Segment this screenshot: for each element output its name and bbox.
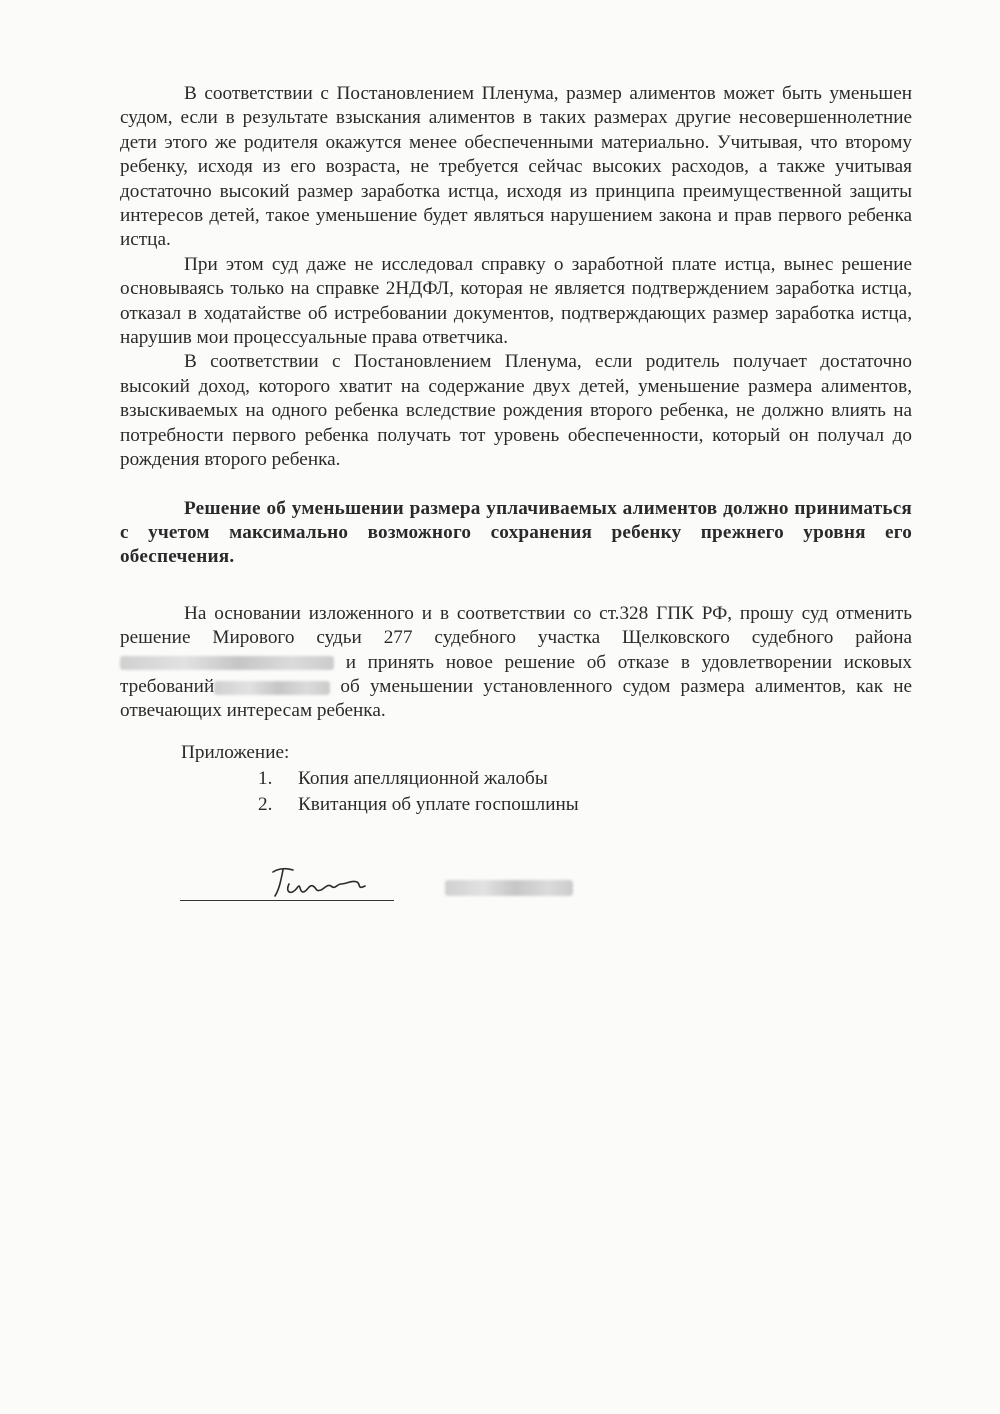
request-text-part-3: об уменьшении установленного судом размера алиментов, как не отвечающих интересам ребенка.	[120, 675, 912, 722]
appendix-item	[181, 792, 579, 818]
appendix	[181, 740, 579, 818]
appendix-item	[181, 766, 579, 792]
appendix-item-number: 2.	[258, 794, 273, 815]
paragraph-1: В соответствии с Постановлением Пленума, размер алиментов может быть уменьшен судом, если в результате взыскания алиментов в таких размерах другие несовершеннолетние дети этого же родителя окажутся менее обеспеченными материально. Учитывая, что второму ребенку, исходя из его возраста, не требуется сейчас высоких расходов, а также учитывая достаточно высокий размер заработка истца, исходя из принципа преимущественной защиты интересов детей, такое уменьшение будет являться нарушением закона и прав первого ребенка истца.	[120, 83, 912, 251]
appendix-title: Приложение:	[181, 742, 290, 763]
paragraph-2: При этом суд даже не исследовал справку о заработной плате истца, вынес решение основываясь только на справке 2НДФЛ, которая не является подтверждением заработка истца, отказал в ходатайстве об истребовании документов, подтверждающих размер заработка истца, нарушив мои процессуальные права ответчика.	[120, 253, 912, 349]
paragraph-3: В соответствии с Постановлением Пленума, если родитель получает достаточно высокий доход, которого хватит на содержание двух детей, уменьшение размера алиментов, взыскиваемых на одного ребенка вследствие рождения второго ребенка, не должно влиять на потребности первого ребенка получать тот уровень обеспеченности, который он получал до рождения второго ребенка.	[120, 351, 912, 471]
appendix-list	[181, 766, 579, 818]
redacted-name	[214, 681, 330, 695]
appendix-item-number: 1.	[258, 768, 273, 789]
redacted-signatory-name	[445, 880, 573, 896]
request-text-part-1: На основании изложенного и в соответствии со ст.328 ГПК РФ, прошу суд отменить решение Мирового судьи 277 судебного участка Щелковского судебного района	[120, 602, 912, 649]
signature-line	[180, 900, 394, 901]
paragraph-bold-statement: Решение об уменьшении размера уплачиваемых алиментов должно приниматься с учетом максимально возможного сохранения ребенку прежнего уровня его обеспечения.	[120, 497, 912, 568]
paragraph-request	[120, 602, 912, 724]
redacted-date	[120, 656, 334, 670]
appendix-item-text: Копия апелляционной жалобы	[298, 768, 548, 789]
document-body	[120, 82, 912, 724]
appendix-item-text: Квитанция об уплате госпошлины	[298, 794, 579, 815]
handwritten-signature-icon	[265, 862, 375, 902]
request-text-part-2: и принять новое решение об отказе в удовлетворении исковых требований	[120, 651, 913, 697]
